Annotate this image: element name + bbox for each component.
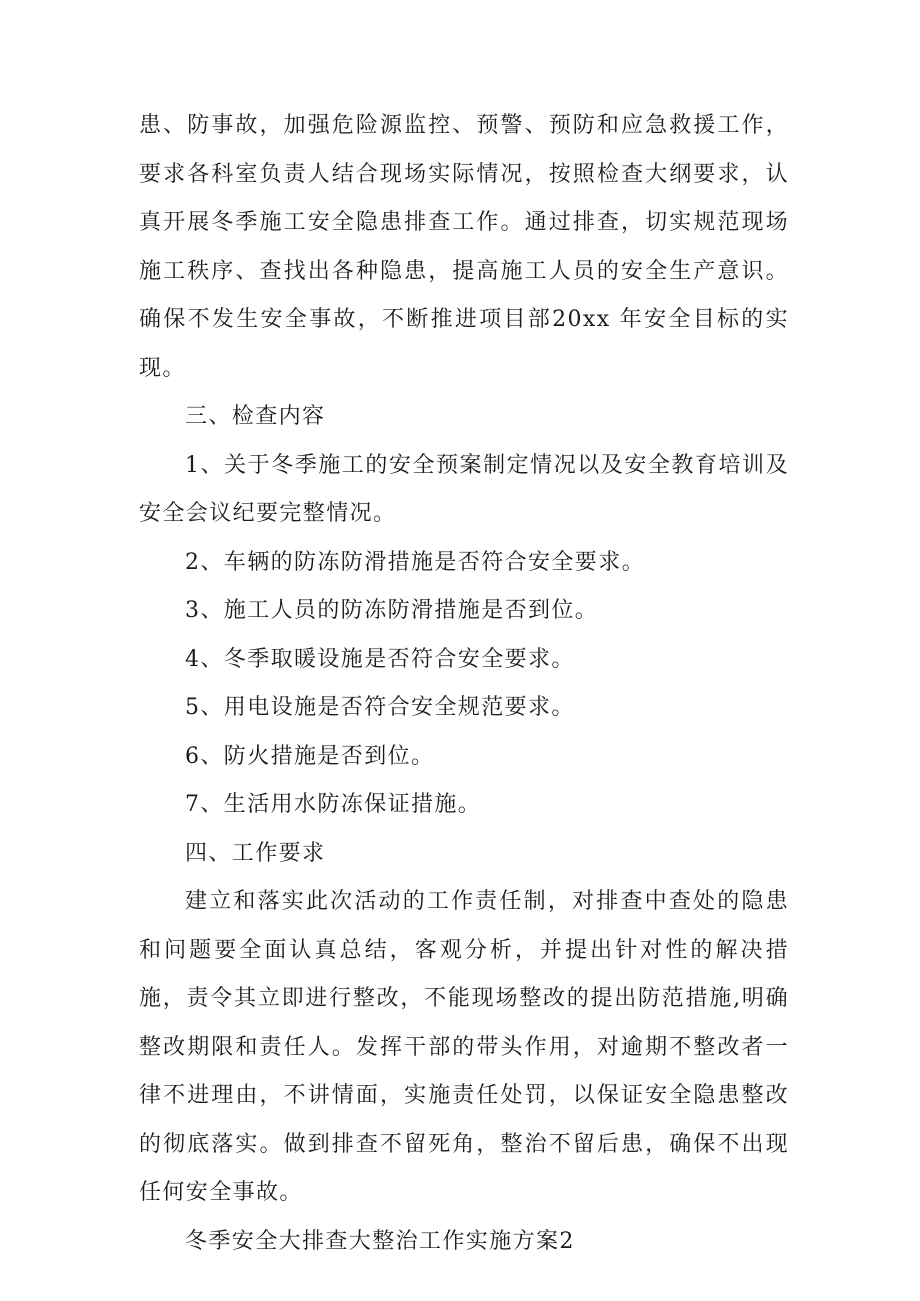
- paragraph-work-requirements: 建立和落实此次活动的工作责任制，对排查中查处的隐患和问题要全面认真总结，客观分析，并提出针对性的解决措施，责令其立即进行整改，不能现场整改的提出防范措施,明确整改期限和责任人。发挥干部的带头作用，对逾期不整改者一律不进理由，不讲情面，实施责任处罚，以保证安全隐患整改的彻底落实。做到排查不留死角，整治不留后患，确保不出现任何安全事故。: [139, 889, 789, 1205]
- list-item-5: 5、用电设施是否符合安全规范要求。: [185, 695, 575, 720]
- section-title-plan-2: 冬季安全大排查大整治工作实施方案2: [185, 1228, 575, 1254]
- list-item-7: 7、生活用水防冻保证措施。: [185, 792, 482, 817]
- section-heading-inspection-content: 三、检查内容: [185, 404, 326, 429]
- list-item-1: 1、关于冬季施工的安全预案制定情况以及安全教育培训及安全会议纪要完整情况。: [139, 452, 789, 526]
- list-item-2: 2、车辆的防冻防滑措施是否符合安全要求。: [185, 549, 645, 575]
- list-item-3: 3、施工人员的防冻防滑措施是否到位。: [185, 598, 599, 623]
- list-item-6: 6、防火措施是否到位。: [185, 743, 435, 769]
- document-body: [139, 102, 789, 1266]
- list-item-4: 4、冬季取暖设施是否符合安全要求。: [185, 646, 575, 672]
- paragraph-continuation: 患、防事故，加强危险源监控、预警、预防和应急救援工作，要求各科室负责人结合现场实际情况，按照检查大纲要求，认真开展冬季施工安全隐患排查工作。通过排查，切实规范现场施工秩序、查找出各种隐患，提高施工人员的安全生产意识。确保不发生安全事故，不断推进项目部20xx 年安全目标的实现。: [139, 113, 789, 381]
- section-heading-work-requirements: 四、工作要求: [185, 840, 326, 866]
